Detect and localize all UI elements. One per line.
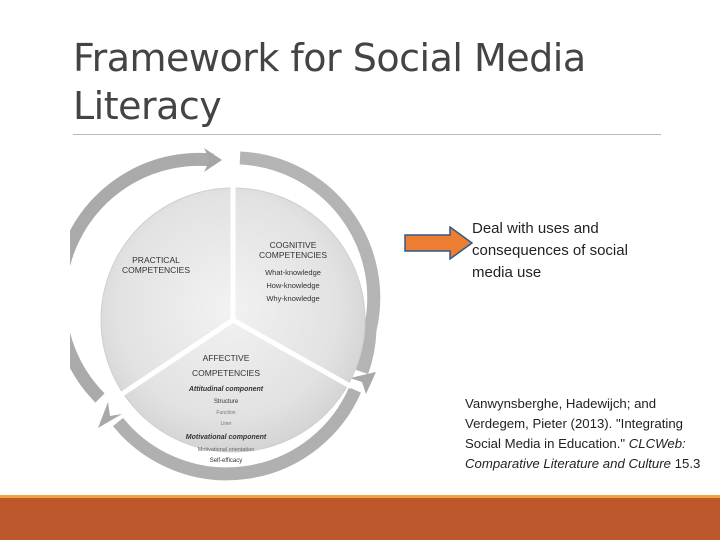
cognitive-heading-1: COGNITIVE <box>269 240 317 250</box>
title-line-2: Literacy <box>73 84 222 128</box>
citation-volume: 15.3 <box>674 456 701 471</box>
footer-bar <box>0 498 720 540</box>
motivational-item-self-efficacy: Self-efficacy <box>209 458 243 464</box>
citation-authors-title: Vanwynsberghe, Hadewijch; and Verdegem, Pieter (2013). "Integrating Social Media in Education." <box>465 396 684 451</box>
slide-title <box>73 34 693 130</box>
practical-heading-2: COMPETENCIES <box>121 265 191 275</box>
reference-citation <box>465 394 720 474</box>
affective-heading-1: AFFECTIVE <box>202 353 250 363</box>
competencies-cycle-diagram <box>70 140 390 485</box>
practical-heading-1: PRACTICAL <box>132 255 180 265</box>
citation-journal: CLCWeb: Comparative Literature and Culture <box>465 436 686 471</box>
cognitive-item-why: Why-knowledge <box>266 294 320 303</box>
competency-note: Deal with uses and consequences of social media use <box>472 220 628 281</box>
cognitive-item-how: How-knowledge <box>266 281 320 290</box>
cognitive-competencies <box>259 240 327 303</box>
motivational-item-orientation: Motivational orientation <box>197 447 255 453</box>
cognitive-heading-2: COMPETENCIES <box>258 250 328 260</box>
orange-right-arrow-icon <box>404 226 474 260</box>
motivational-component: Motivational component <box>185 434 267 441</box>
affective-heading-2: COMPETENCIES <box>191 368 261 378</box>
attitudinal-item-liner: Liner <box>220 421 232 427</box>
attitudinal-item-structure: Structure <box>213 399 239 405</box>
attitudinal-component: Attitudinal component <box>188 386 264 393</box>
cognitive-item-what: What-knowledge <box>265 268 321 277</box>
title-line-1: Framework for Social Media <box>73 36 586 80</box>
title-divider <box>73 134 661 135</box>
attitudinal-item-function: Function <box>216 410 236 416</box>
